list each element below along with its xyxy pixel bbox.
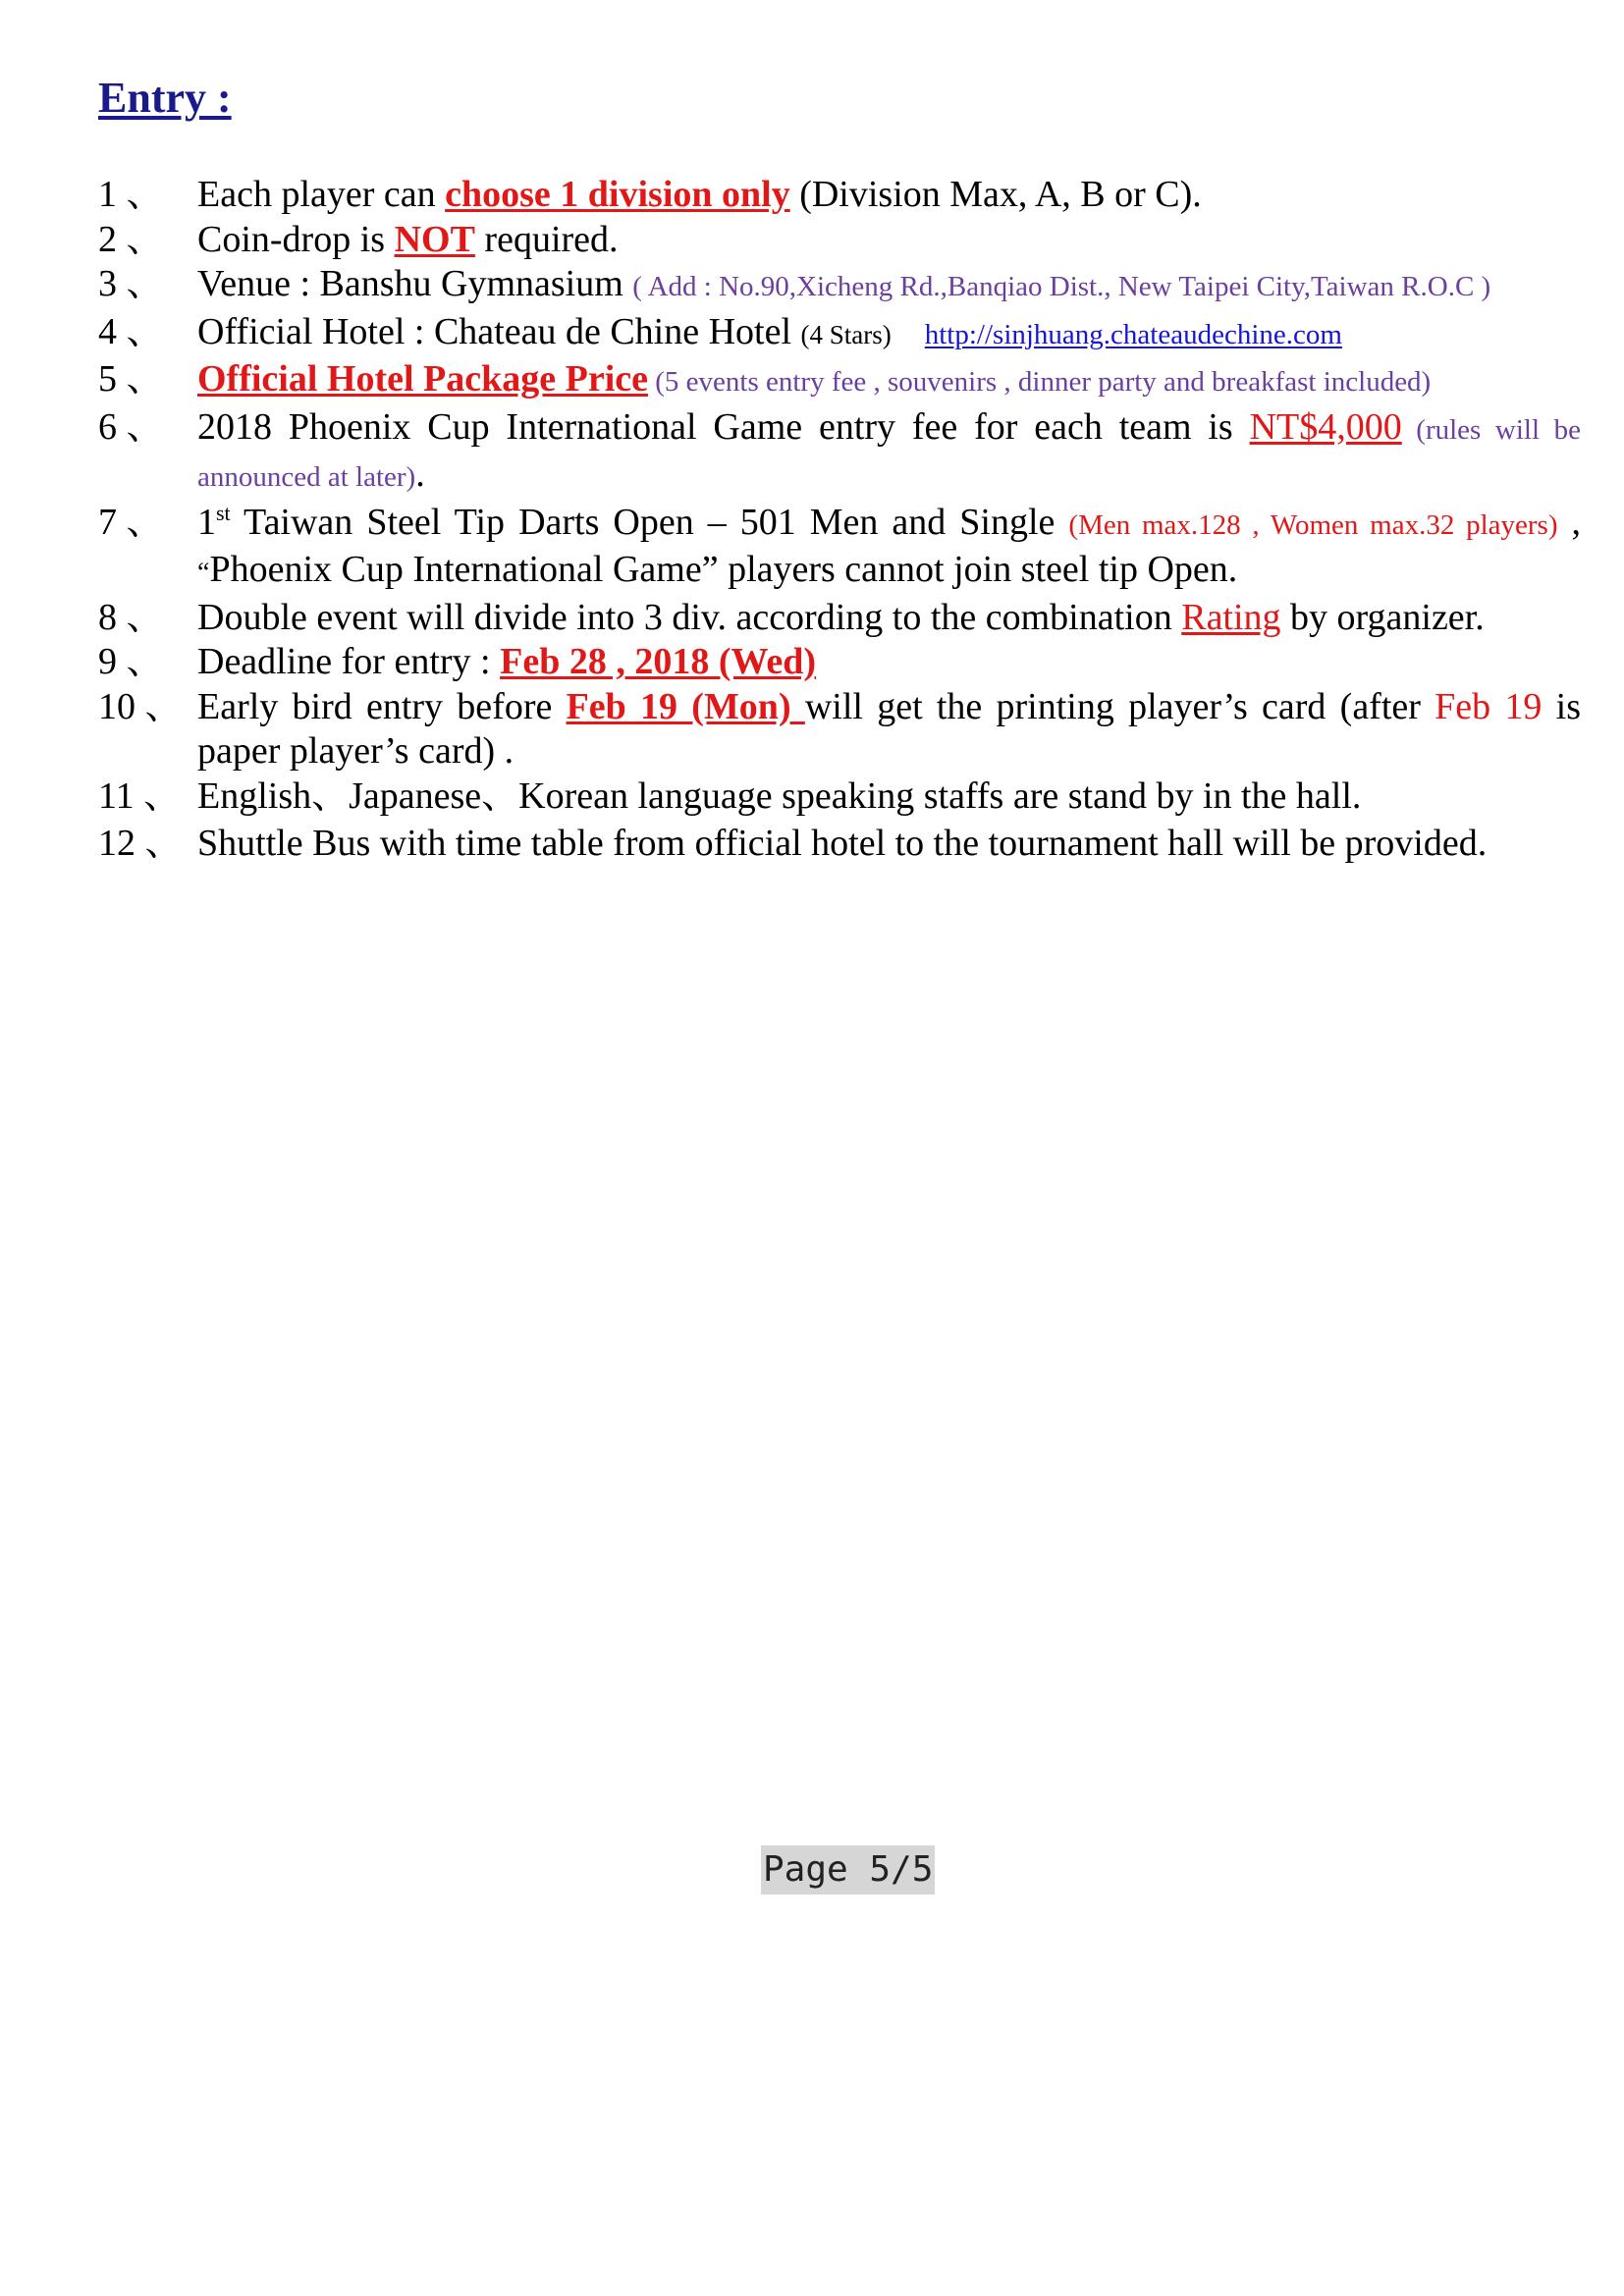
item-text: English、Japanese、Korean language speaking staffs are stand by in the hall. bbox=[197, 774, 1362, 817]
item-number: 1 、 bbox=[98, 174, 164, 215]
venue-address: ( Add : No.90,Xicheng Rd.,Banqiao Dist., New Taipei City,Taiwan R.O.C ) bbox=[632, 271, 1491, 302]
list-item bbox=[98, 822, 1581, 867]
list-item bbox=[98, 173, 1581, 218]
item-number: 6 、 bbox=[98, 405, 164, 448]
item-number: 3 、 bbox=[98, 263, 164, 304]
item-text: Official Hotel : Chateau de Chine Hotel (4 Stars) http://sinjhuang.chateaudechine.com bbox=[197, 310, 1342, 352]
item-text: Shuttle Bus with time table from official hotel to the tournament hall will be provided. bbox=[197, 823, 1488, 864]
list-item bbox=[98, 774, 1581, 820]
entry-fee: NT$4,000 bbox=[1249, 405, 1402, 448]
item-text: Early bird entry before Feb 19 (Mon) will get the printing player’s card (after Feb 19 is paper player’s card) . bbox=[197, 685, 1581, 772]
item-number: 5 、 bbox=[98, 358, 164, 400]
item-number: 9 、 bbox=[98, 641, 164, 682]
item-text: Official Hotel Package Price (5 events entry fee , souvenirs , dinner party and breakfast included) bbox=[197, 358, 1432, 400]
item-number: 10 、 bbox=[98, 685, 183, 727]
item-number: 8 、 bbox=[98, 596, 164, 638]
item-text: Double event will divide into 3 div. according to the combination Rating by organizer. bbox=[197, 596, 1485, 638]
list-item bbox=[98, 640, 1581, 685]
highlight-text: choose 1 division only bbox=[445, 174, 790, 215]
item-number: 7 、 bbox=[98, 501, 164, 543]
item-number: 12 、 bbox=[98, 823, 183, 864]
highlight-text: NOT bbox=[394, 218, 475, 260]
item-text: 2018 Phoenix Cup International Game entry fee for each team is NT$4,000 (rules will be announced at later). bbox=[197, 405, 1581, 495]
early-bird-date: Feb 19 (Mon) bbox=[566, 685, 805, 727]
item-text: Deadline for entry : Feb 28 , 2018 (Wed) bbox=[197, 641, 817, 682]
list-item bbox=[98, 262, 1581, 310]
item-number: 11 、 bbox=[98, 774, 182, 817]
item-text: Venue : Banshu Gymnasium ( Add : No.90,Xicheng Rd.,Banqiao Dist., New Taipei City,Taiwan R.O.C ) bbox=[197, 263, 1491, 304]
list-item bbox=[98, 357, 1581, 405]
deadline-date: Feb 28 , 2018 (Wed) bbox=[500, 641, 817, 682]
list-item bbox=[98, 218, 1581, 263]
item-text: Coin-drop is NOT required. bbox=[197, 218, 619, 260]
item-number: 4 、 bbox=[98, 310, 164, 352]
list-item bbox=[98, 685, 1581, 774]
item-number: 2 、 bbox=[98, 218, 164, 260]
list-item bbox=[98, 310, 1581, 358]
item-text: Each player can choose 1 division only (Division Max, A, B or C). bbox=[197, 174, 1202, 215]
page-heading: Entry : bbox=[98, 74, 232, 122]
item-text: 1st Taiwan Steel Tip Darts Open – 501 Men and Single (Men max.128 , Women max.32 players) , “Phoenix Cup International Game” players cannot join steel tip Open. bbox=[197, 500, 1582, 590]
entry-list bbox=[98, 173, 1581, 867]
list-item bbox=[98, 596, 1581, 641]
list-item bbox=[98, 405, 1581, 501]
hotel-link[interactable]: http://sinjhuang.chateaudechine.com bbox=[924, 318, 1342, 350]
page-number: Page 5/5 bbox=[761, 1845, 935, 1895]
highlight-text: Rating bbox=[1181, 596, 1281, 638]
highlight-text: Official Hotel Package Price bbox=[197, 358, 648, 400]
list-item bbox=[98, 501, 1581, 596]
